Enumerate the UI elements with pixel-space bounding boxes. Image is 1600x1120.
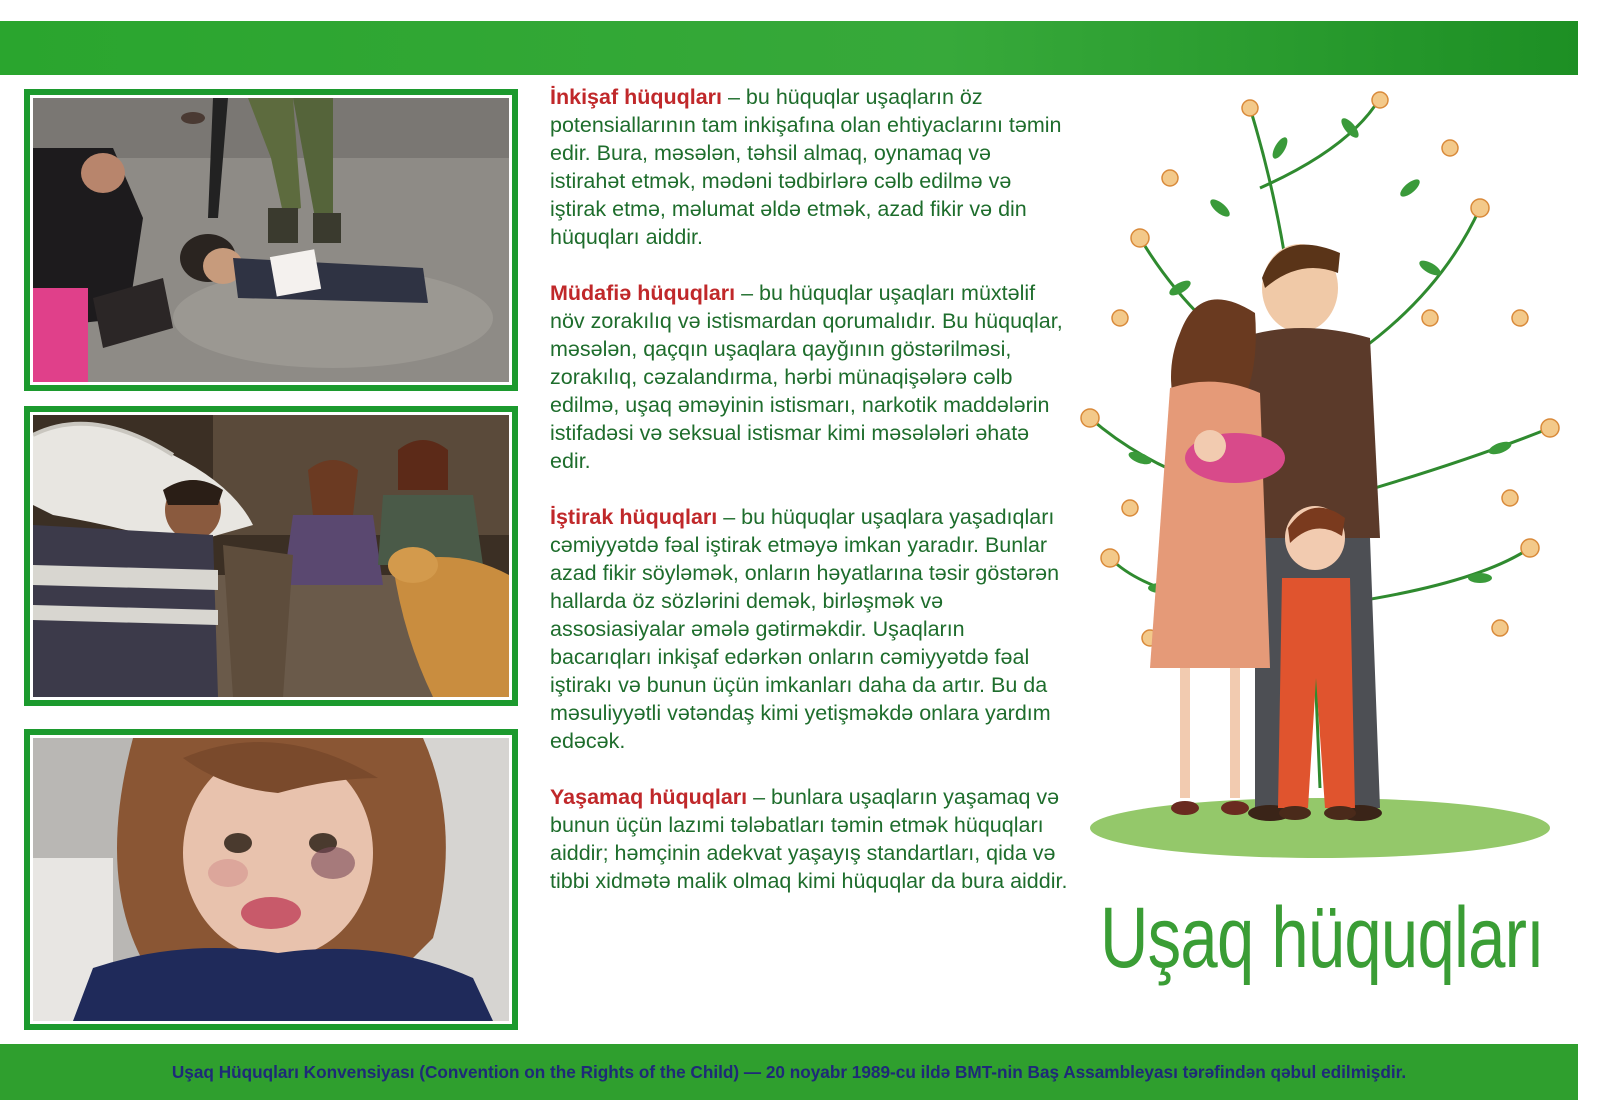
section-heading: İnkişaf hüquqları bbox=[550, 85, 723, 109]
section-body: – bu hüquqlar uşaqları müxtəlif növ zorakılıq və istismardan qorumalıdır. Bu hüquqlar, məsələn, qaçqın uşaqlara qayğının göstərilməsi, zorakılıq, cəzalandırma, hərbi münaqişələrə cəlb edilmə, uşaq əməyinin istismarı, narkotik maddələrin istifadəsi və seksual istismar kimi məsələləri əhatə edir. bbox=[550, 281, 1063, 473]
section-heading: İştirak hüquqları bbox=[550, 505, 718, 529]
family-tree-illustration-icon bbox=[1050, 88, 1590, 888]
photo-frame-2 bbox=[24, 406, 518, 706]
section-heading: Müdafiə hüquqları bbox=[550, 281, 736, 305]
footer-banner bbox=[0, 1044, 1578, 1100]
photo-frame-1 bbox=[24, 89, 518, 391]
section-body: – bu hüquqlar uşaqlara yaşadıqları cəmiyyətdə fəal iştirak etməyə imkan yaradır. Bunlar azad fikir söyləmək, onların həyatlarına təsir göstərən hallarda öz sözlərini demək, birləşmək və assosiasiyalar əmələ gətirməkdir. Uşaqların bacarıqları inkişaf edərkən onların cəmiyyətdə fəal iştirakı və bunun üçün imkanları daha da artır. Bu da məsuliyyətli vətəndaş kimi yetişməkdə onlara yardım edəcək. bbox=[550, 505, 1060, 753]
rights-section-participation bbox=[550, 503, 1070, 755]
rights-section-development bbox=[550, 83, 1070, 251]
section-body: – bunlara uşaqların yaşamaq və bunun üçün lazımi tələbatları təmin etmək hüquqları aiddir; həmçinin adekvat yaşayış standartları, qida və tibbi xidmətə malik olmaq kimi hüquqlar da bura aiddir. bbox=[550, 785, 1068, 893]
photo-frame-3 bbox=[24, 729, 518, 1030]
page-title: Uşaq hüquqları bbox=[1100, 890, 1545, 986]
section-body: – bu hüquqlar uşaqların öz potensiallarının tam inkişafına olan ehtiyaclarını təmin edir. Bura, məsələn, təhsil almaq, oynamaq və istirahət etmək, mədəni tədbirlərə cəlb edilmə və iştirak etmə, məlumat əldə etmək, azad fikir və din hüquqları aiddir. bbox=[550, 85, 1062, 249]
photo-child-labor-icon bbox=[33, 415, 509, 697]
top-banner bbox=[0, 21, 1578, 75]
rights-section-protection bbox=[550, 279, 1070, 475]
rights-section-survival bbox=[550, 783, 1070, 895]
rights-text-column bbox=[550, 83, 1070, 923]
section-heading: Yaşamaq hüquqları bbox=[550, 785, 748, 809]
photo-injured-child-icon bbox=[33, 738, 509, 1021]
photo-soldier-child-icon bbox=[33, 98, 509, 382]
footer-text: Uşaq Hüquqları Konvensiyası (Convention on the Rights of the Child) — 20 noyabr 1989-cu ildə BMT-nin Baş Assambleyası tərəfindən qəbul edilmişdir. bbox=[171, 1061, 1407, 1082]
